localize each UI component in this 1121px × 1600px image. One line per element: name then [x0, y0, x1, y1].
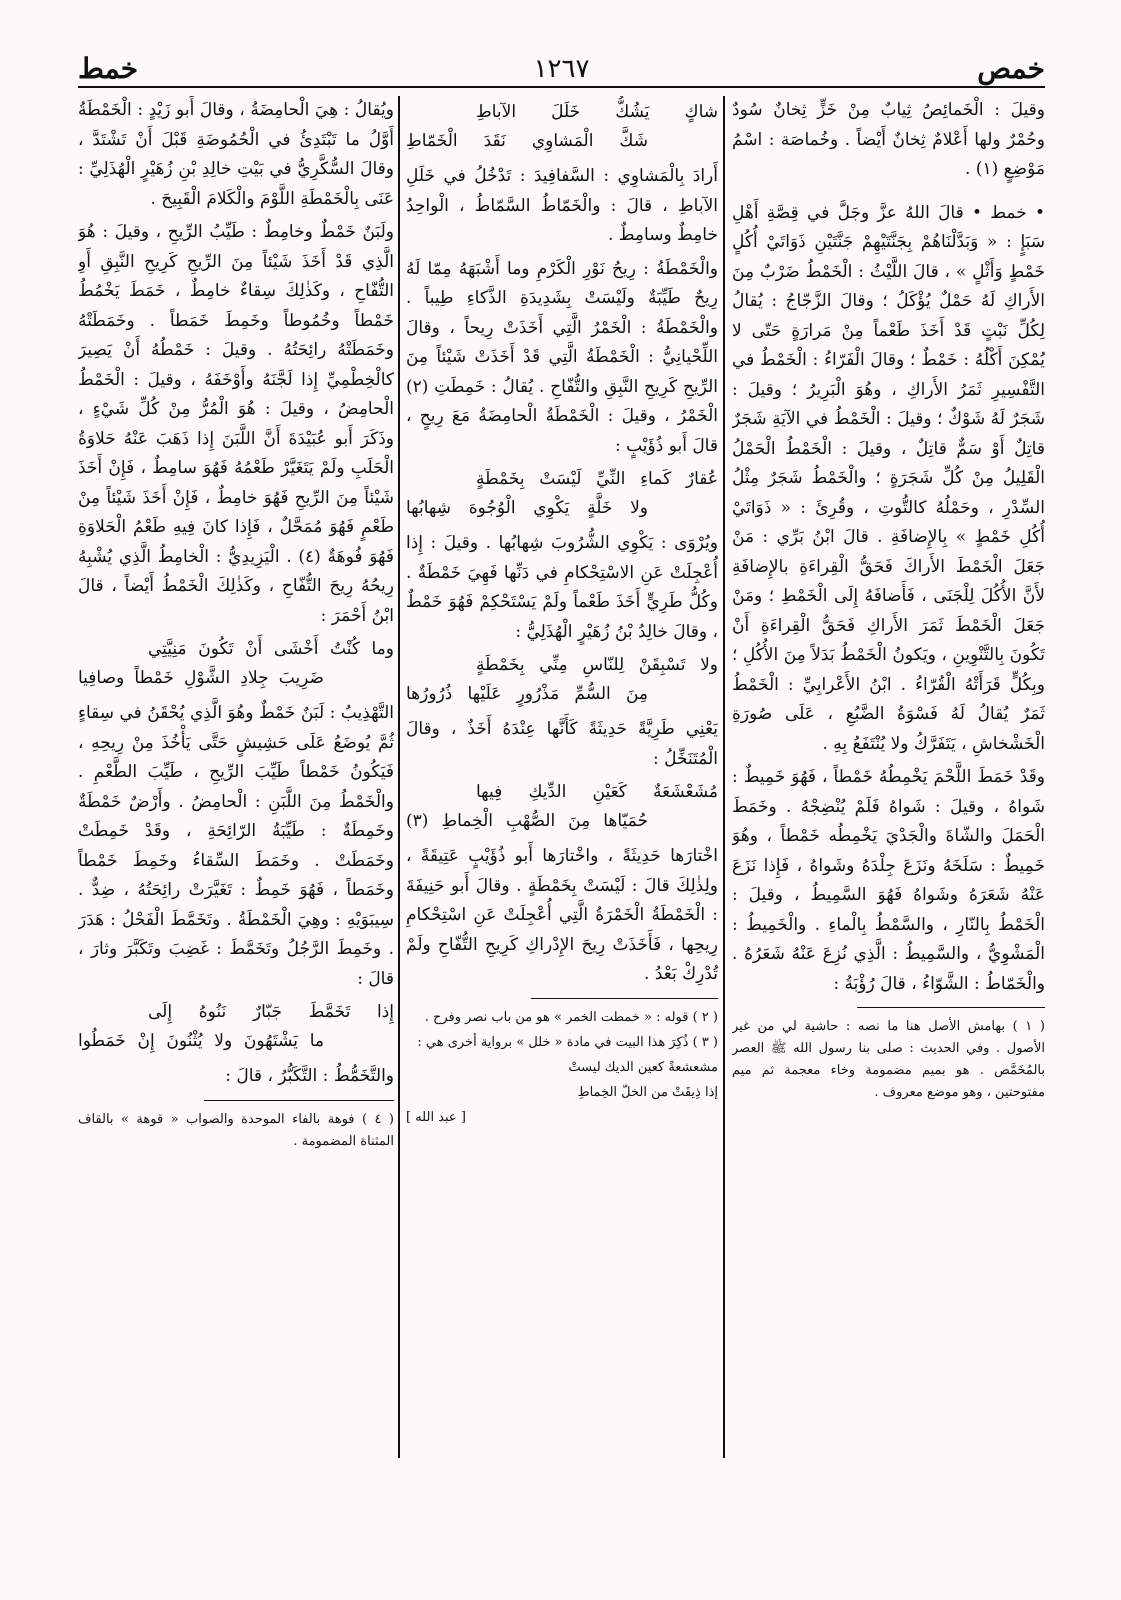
footnote-4: ( ٤ ) فوهة بالفاء الموحدة والصواب « قوهة » بالقاف المثناة المضمومة .	[78, 1111, 394, 1149]
verse-line: ضَرِيبَ جِلادِ الشَّوْلِ خَمْطاً وصافِيا	[78, 668, 324, 688]
paragraph: وقَدْ خَمَطَ اللَّحْمَ يَخْمِطُهُ خَمْطاً ، فَهُوَ خَمِيطٌ : شَواهُ ، وقيلَ : شَواهُ فَلَمْ يُنْضِجْهُ . وخَمَطَ الْحَمَلَ والشّاةَ والْجَدْيَ يَخْمِطُه خَمْطاً ، وهُوَ خَمِيطٌ : سَلَخَهُ ونَزَعَ جِلْدَهُ وشَواهُ ، فَإِذا نَزَعَ عَنْهُ شَعَرَهُ وشَواهُ فَهُوَ السَّمِيطُ ، وقيلَ : الْخَمْطُ بِالنّارِ ، والسَّمْطُ بِالْماءِ . والْخَمِيطُ : الْمَشْوِيُّ ، والسَّمِيطُ : الَّذِي نُزِعَ عَنْهُ شَعَرُهُ . والْخَمّاطُ : الشَّوّاءُ ، قالَ رُؤْبَةُ :	[732, 767, 1045, 994]
page-number: ١٢٦٧	[533, 54, 590, 84]
verse-line: شَكَّ الْمَشاوِي نَقَدَ الْخَمّاطِ	[406, 131, 648, 151]
column-right	[732, 96, 1045, 1530]
verse	[78, 635, 394, 693]
verse	[406, 98, 718, 156]
footnote-rule	[531, 998, 718, 999]
verse-line: عُقارٌ كَماءِ النِّيِّ لَيْسَتْ بِخَمْطَةٍ	[476, 469, 718, 489]
paragraph: والْخَمْطَةُ : رِيحُ نَوْرِ الْكَرْمِ وما أَشْبَهَهُ مِمّا لَهُ رِيحٌ طَيِّبَةٌ ولَيْسَتْ بِشَدِيدَةِ الذَّكاءِ طِيباً . والْخَمْطَةُ : الْخَمْرُ الَّتِي أَخَذَتْ رِيحاً ، وقالَ اللِّحْيانِيُّ : الْخَمْطَةُ الَّتِي قَدْ أَخَذَتْ شَيْئاً مِنَ الرِّيحِ كَرِيحِ النَّبِقِ والتُّفّاحِ . يُقالُ : خَمِطَتِ (٢) الْخَمْرُ ، وقيلَ : الْخَمْطَةُ الْحامِضَةُ مَعَ رِيحٍ ، قالَ أَبو ذُؤَيْبٍ :	[406, 258, 718, 456]
footnote-verse-line: مشعشعةً كعين الديك ليستْ	[568, 1059, 718, 1075]
footnote-rule	[204, 1100, 394, 1101]
column-middle	[406, 96, 718, 1530]
verse-line: مُشَعْشَعَةٌ كَعَيْنِ الدِّيكِ فِيها	[476, 782, 718, 802]
paragraph: ويُقالُ : هِيَ الْحامِضَةُ ، وقالَ أَبو زَيْدٍ : الْخَمْطَةُ أَوَّلُ ما تَبْتَدِئُ في الْحُمُوضَةِ قَبْلَ أَنْ تَشْتَدَّ ، وقالَ السُّكَّرِيُّ في بَيْتِ خالِدِ بْنِ زُهَيْرٍ الْهُذَلِيِّ : عَنَى بِالْخَمْطَةِ اللَّوْمَ والْكَلامَ الْقَبِيحَ .	[78, 100, 394, 209]
editor-signature: [ عبد الله ]	[406, 1109, 466, 1125]
header-rule	[78, 86, 1045, 88]
footnote-3: ( ٣ ) ذُكِرَ هذا البيت في مادة « خلل » برواية أخرى هي :	[417, 1034, 718, 1050]
column-divider	[398, 96, 400, 1458]
verse	[406, 651, 718, 709]
footnote-verse-line: إذا ذِيقَتْ من الخلّ الخِماطِ	[577, 1084, 718, 1100]
verse	[406, 465, 718, 523]
verse-line: حُمَيّاها مِنَ الصُّهْبِ الْخِماطِ (٣)	[406, 811, 648, 831]
column-divider	[723, 96, 725, 1458]
paragraph: ويُرْوَى : يَكْوِي الشُّرُوبَ شِهابُها . وقيلَ : إِذا أُعْجِلَتْ عَنِ الاسْتِحْكامِ في دَنِّها فَهِيَ خَمْطَةٌ . وكُلُّ طَرِيٍّ أَخَذَ طَعْماً ولَمْ يَسْتَحْكِمْ فَهُوَ خَمْطٌ ، وقالَ خالِدُ بْنُ زُهَيْرٍ الْهُذَلِيُّ :	[406, 533, 718, 642]
headword-right: خمص	[977, 52, 1045, 85]
footnote-1: ( ١ ) بهامش الأصل هنا ما نصه : حاشية لي من غير الأصول . وفي الحديث : صلى بنا رسول الله ﷺ العصر بالمُخَمَّص . هو بميم مضمومة وخاء معجمة ثم ميم مفتوحتين ، وهو موضع معروف .	[732, 1019, 1045, 1100]
verse-line: إِذا تَخَمَّطَ جَبّارٌ نَنُوهُ إِلَى	[148, 1002, 394, 1022]
footnote-rule	[857, 1007, 1045, 1008]
verse-line: ولا خَلَّةٍ يَكْوِي الْوُجُوهَ شِهابُها	[406, 498, 648, 518]
headword-left: خمط	[78, 52, 139, 85]
verse	[406, 778, 718, 836]
paragraph: ولَبَنٌ خَمْطٌ وخامِطٌ : طَيِّبُ الرِّيحِ ، وقيلَ : هُوَ الَّذِي قَدْ أَخَذَ شَيْئاً مِنَ الرِّيحِ كَرِيحِ النَّبِقِ أَوِ التُّفّاحِ ، وكَذٰلِكَ سِقاءٌ خامِطٌ ، خَمَطَ يَخْمُطُ خَمْطاً وخُمُوطاً وخَمِطَ خَمَطاً . وخَمَطَتْهُ وخَمَطَتْهُ رائِحَتُهُ . وقيلَ : خَمْطُهُ أَنْ يَصِيرَ كالْخِطْمِيِّ إِذا لَجَّنَهُ وأَوْخَفَهُ ، وقيلَ : الْخَمْطُ الْحامِضُ ، وقيلَ : هُوَ الْمُرُّ مِنْ كُلِّ شَيْءٍ ، وذَكَرَ أَبو عُبَيْدَةَ أَنَّ اللَّبَنَ إِذا ذَهَبَ عَنْهُ حَلاوَةُ الْحَلَبِ ولَمْ يَتَغَيَّرْ طَعْمُهُ فَهُوَ سامِطٌ ، فَإِنْ أَخَذَ شَيْئاً مِنَ الرِّيحِ فَهُوَ خامِطٌ ، فَإِنْ أَخَذَ شَيْئاً مِنْ طَعْمٍ فَهُوَ مُمَحَّلٌ ، فَإِذا كانَ فِيهِ طَعْمُ الْحَلاوَةِ فَهُوَ فُوهَةٌ (٤) . الْيَزِيدِيُّ : الْخامِطُ الَّذِي يُشْبِهُ رِيحُهُ رِيحَ التُّفّاحِ ، وكَذٰلِكَ الْخَمْطُ أَيْضاً ، قالَ ابْنُ أَحْمَرَ :	[78, 222, 394, 626]
paragraph: والتَّخَمُّطُ : التَّكَبُّرُ ، قالَ :	[225, 1066, 394, 1086]
paragraph: يَعْنِي طَرِيَّةً حَدِيثَةً كَأَنَّها عِنْدَهُ أَخَذٌ ، وقالَ الْمُتَنَخِّلُ :	[406, 719, 718, 769]
entry-khamt: • خمط • قالَ اللهُ عزَّ وجَلَّ في قِصَّةِ أَهْلِ سَبَإٍ : « وَبَدَّلْنَاهُمْ بِجَنَّتَيْهِمْ جَنَّتَيْنِ ذَوَاتَيْ أُكُلٍ خَمْطٍ وَأَثْلٍ » ، قالَ اللَّيْثُ : الْخَمْطُ ضَرْبٌ مِنَ الأَراكِ لَهُ حَمْلٌ يُؤْكَلُ ؛ وقالَ الزَّجّاجُ : يُقالُ لِكُلِّ نَبْتٍ قَدْ أَخَذَ طَعْماً مِنْ مَرارَةٍ حَتّى لا يُمْكِنَ أَكْلُهُ : خَمْطٌ ؛ وقالَ الْفَرّاءُ : الْخَمْطُ في التَّفْسِيرِ ثَمَرُ الأَراكِ ، وهُوَ الْبَرِيرُ ؛ وقيلَ : شَجَرٌ لَهُ شَوْكٌ ؛ وقيلَ : الْخَمْطُ في الآيَةِ شَجَرٌ قاتِلٌ أَوْ سَمٌّ قاتِلٌ ، وقيلَ : الْخَمْطُ الْحَمْلُ الْقَلِيلُ مِنْ كُلِّ شَجَرَةٍ ؛ والْخَمْطُ شَجَرٌ مِثْلُ السِّدْرِ ، وحَمْلُهُ كالتُّوتِ ، وقُرِئَ : « ذَوَاتَيْ أُكُلِ خَمْطٍ » بِالإِضافَةِ . قالَ ابْنُ بَرِّي : مَنْ جَعَلَ الْخَمْطَ الأَراكَ فَحَقُّ الْقِراءَةِ بالإِضافَةِ لأَنَّ الأُكُلَ لِلْجَنَى ، فَأَضافَهُ إِلَى الْخَمْطِ ؛ ومَنْ جَعَلَ الْخَمْطَ ثَمَرَ الأَراكِ فَحَقُّ الْقِراءَةِ أَنْ تَكُونَ بِالتَّنْوِينِ ، ويَكونُ الْخَمْطُ بَدَلاً مِنَ الأُكُلِ ؛ وبِكُلٍّ قَرَأَتْهُ الْقُرّاءُ . ابْنُ الأَعْرابِيِّ : الْخَمْطُ ثَمَرٌ يُقالُ لَهُ فَسْوَةُ الضَّبُعِ ، عَلَى صُورَةِ الْخَشْخاشِ ، يَتَفَرَّكُ ولا يُنْتَفَعُ بِهِ .	[732, 202, 1045, 754]
verse-line: ما يَشْتَهُونَ ولا يُثْنُونَ إِنْ خَمَطُوا	[78, 1031, 324, 1051]
page-header	[78, 50, 1045, 90]
paragraph: اخْتارَها حَدِيثَةً ، واخْتارَها أَبو ذُؤَيْبٍ عَتِيقَةً ، ولِذٰلِكَ قالَ : لَيْسَتْ بِخَمْطَةٍ . وقالَ أَبو حَنِيفَةَ : الْخَمْطَةُ الْخَمْرَةُ الَّتِي أُعْجِلَتْ عَنِ اسْتِحْكامِ رِيحِها ، فَأَخَذَتْ رِيحَ الإِدْراكِ كَرِيحِ التُّفّاحِ ولَمْ تُدْرِكْ بَعْدُ .	[406, 846, 718, 984]
verse	[78, 998, 394, 1056]
verse-line: وما كُنْتُ أَخْشَى أَنْ تَكُونَ مَنِيَّتِي	[148, 639, 394, 659]
verse-line: ولا تَسْبِقَنْ لِلنّاسِ مِنِّي بِخَمْطَةٍ	[476, 655, 718, 675]
verse-line: مِنَ السُّمِّ مَذْرُورٍ عَلَيْها ذُرُورُها	[406, 684, 648, 704]
paragraph: أَرادَ بِالْمَشاوِي : السَّفافِيدَ : تَدْخُلُ في خَلَلِ الآباطِ ، قالَ : والْخَمّاطُ السَّمّاطُ ، الْواحِدُ خامِطٌ وسامِطٌ .	[406, 166, 718, 245]
paragraph: وقيلَ : الْخَمائِصُ ثِيابٌ مِنْ خَزٍّ ثِخانٌ سُودٌ وحُمْرٌ ولها أَعْلامٌ ثِخانٌ أَيْضاً . وخُماصَة : اسْمُ مَوْضِعٍ (١) .	[732, 100, 1045, 179]
footnote-2: ( ٢ ) قوله : « خمطت الخمر » هو من باب نصر وفرح .	[424, 1009, 718, 1025]
paragraph: التَّهْذِيبُ : لَبَنٌ خَمْطٌ وهُوَ الَّذِي يُحْقَنُ في سِقاءٍ ثُمَّ يُوضَعُ عَلَى حَشِيشٍ حَتَّى يَأْخُذَ مِنْ رِيحِهِ ، فَيَكُونُ خَمْطاً طَيِّبَ الرِّيحِ ، طَيِّبَ الطَّعْمِ . والْخَمْطُ مِنَ اللَّبَنِ : الْحامِضُ . وأَرْضٌ خَمْطَةٌ وخَمِطَةٌ : طَيِّبَةُ الرّائِحَةِ ، وقَدْ خَمِطَتْ وخَمَطَتْ . وخَمَطَ السِّقاءُ وخَمِطَ خَمْطاً وخَمَطاً ، فَهُوَ خَمِطٌ : تَغَيَّرَتْ رائِحَتُهُ ، ضِدٌّ . سِيبَوَيْهِ : وهِيَ الْخَمْطَةُ . وتَخَمَّطَ الْفَحْلُ : هَدَرَ . وخَمِطَ الرَّجُلُ وتَخَمَّطَ : غَضِبَ وتَكَبَّرَ وثارَ ، قالَ :	[78, 703, 394, 989]
verse-line: شاكٍ يَشُكُّ خَلَلَ الآباطِ	[476, 102, 718, 122]
column-left	[78, 96, 394, 1530]
